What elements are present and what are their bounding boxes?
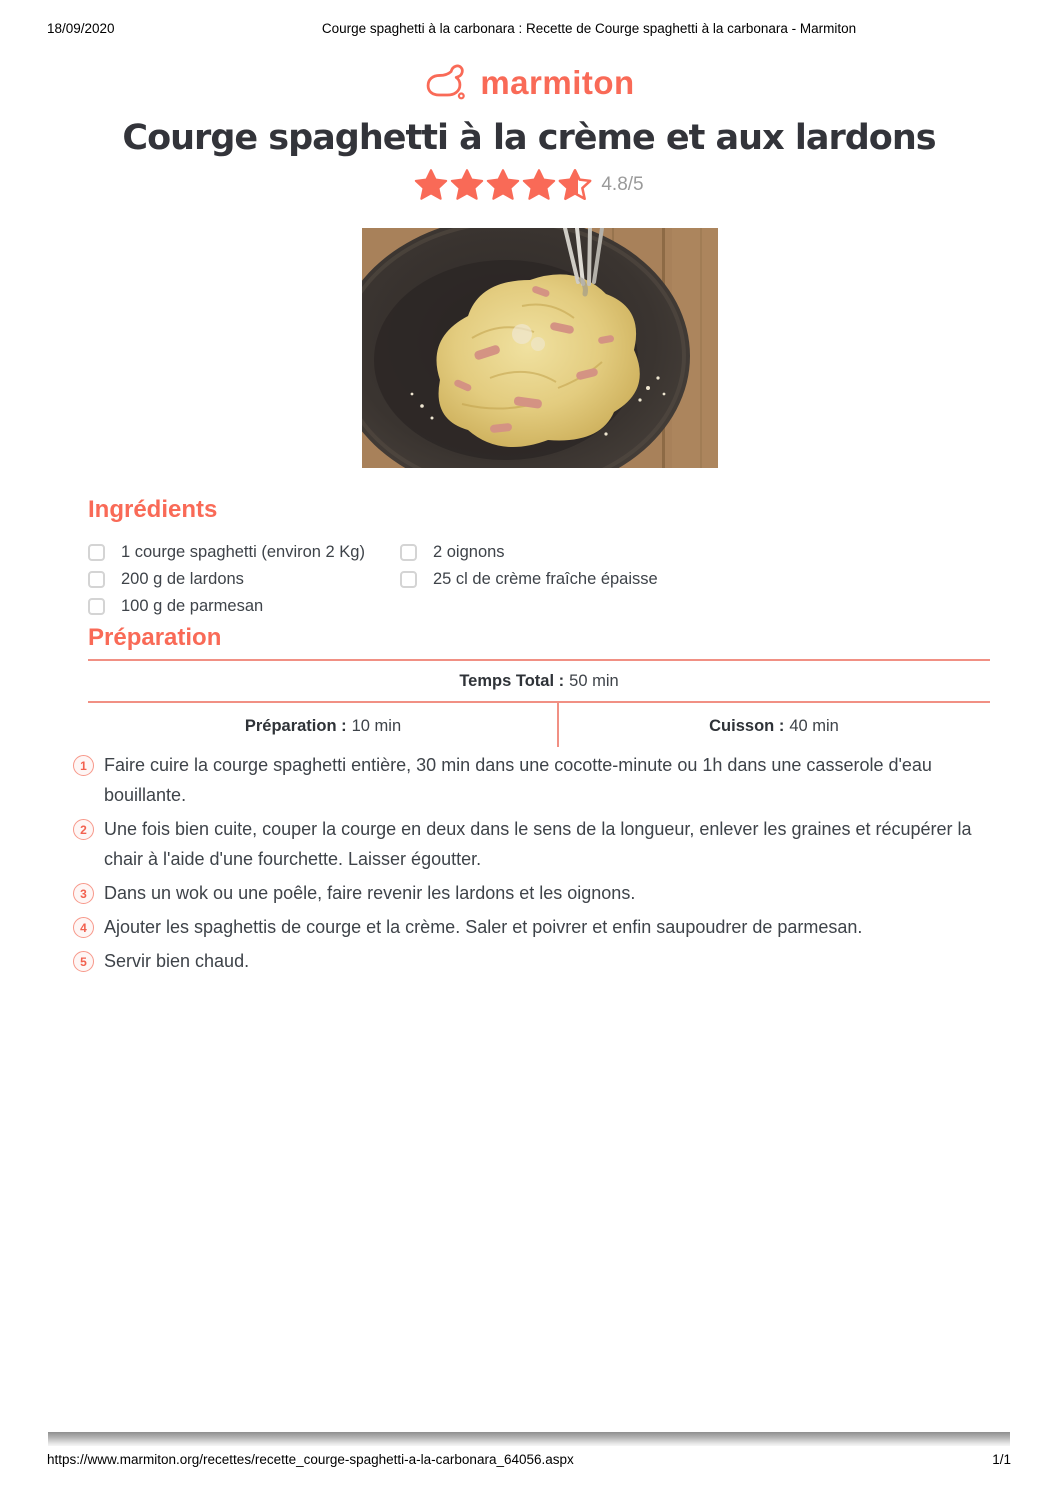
total-time-value: 50 min [569,671,619,690]
time-divider [557,703,559,747]
ingredient-label: 1 courge spaghetti (environ 2 Kg) [121,543,365,561]
step-item [73,878,990,908]
preparation-heading: Préparation [88,624,222,651]
cook-time-value: 40 min [789,716,839,735]
ingredient-checkbox[interactable] [88,571,105,588]
ingredient-item [88,539,400,566]
star-half-icon [558,168,592,202]
ingredient-checkbox[interactable] [88,544,105,561]
footer-shadow-bar [48,1432,1010,1446]
ingredient-label: 100 g de parmesan [121,597,264,615]
step-number-badge: 1 [73,755,94,776]
cook-time-cell [558,703,990,749]
marmiton-logo [0,62,1058,104]
star-icon [486,168,520,202]
step-number-badge: 3 [73,883,94,904]
ingredient-checkbox[interactable] [400,544,417,561]
ingredient-checkbox[interactable] [400,571,417,588]
ingredient-item [400,566,990,593]
step-text: Dans un wok ou une poêle, faire revenir les lardons et les oignons. [104,883,636,903]
ingredients-section [88,496,990,620]
time-columns [88,703,990,749]
ingredient-checkbox[interactable] [88,598,105,615]
rating-score: 4.8/5 [601,174,644,195]
step-number-badge: 4 [73,917,94,938]
ingredient-item [400,539,990,566]
ingredient-label: 2 oignons [433,543,505,561]
print-url: https://www.marmiton.org/recettes/recette_courge-spaghetti-a-la-carbonara_64056.aspx [47,1452,574,1467]
prep-time-value: 10 min [351,716,402,735]
cook-time-label: Cuisson : [709,716,785,735]
total-time-row [88,661,990,701]
star-icon [414,168,448,202]
marmiton-pot-icon [423,62,471,104]
ingredient-item [88,566,400,593]
print-doc-title: Courge spaghetti à la carbonara : Recette de Courge spaghetti à la carbonara - Marmiton [321,21,857,36]
ingredient-label: 25 cl de crème fraîche épaisse [433,570,658,588]
print-date: 18/09/2020 [47,21,115,36]
ingredients-column-right [400,539,990,620]
preparation-section [88,624,990,749]
step-number-badge: 2 [73,819,94,840]
step-text: Une fois bien cuite, couper la courge en deux dans le sens de la longueur, enlever les graines et récupérer la chair à l'aide d'une fourchette. Laisser égoutter. [104,819,972,869]
ingredient-item [88,593,400,620]
star-icon [450,168,484,202]
step-item [73,814,990,874]
steps-list [73,750,990,980]
print-header [47,21,1011,39]
prep-time-cell [88,703,558,749]
print-page-number: 1/1 [992,1452,1011,1467]
star-icon [522,168,556,202]
marmiton-wordmark: marmiton [480,64,635,101]
prep-time-label: Préparation : [244,716,347,735]
rating-stars [0,168,1058,202]
step-number-badge: 5 [73,951,94,972]
step-item [73,912,990,942]
recipe-photo [362,228,718,468]
ingredients-heading: Ingrédients [88,496,218,523]
ingredient-label: 200 g de lardons [121,570,244,588]
step-text: Ajouter les spaghettis de courge et la crème. Saler et poivrer et enfin saupoudrer de parmesan. [104,917,863,937]
step-item [73,750,990,810]
ingredients-column-left [88,539,400,620]
step-text: Faire cuire la courge spaghetti entière, 30 min dans une cocotte-minute ou 1h dans une casserole d'eau bouillante. [104,755,932,805]
step-text: Servir bien chaud. [104,951,250,971]
recipe-title: Courge spaghetti à la crème et aux lardons [122,118,936,158]
total-time-label: Temps Total : [459,671,565,690]
step-item [73,946,990,976]
